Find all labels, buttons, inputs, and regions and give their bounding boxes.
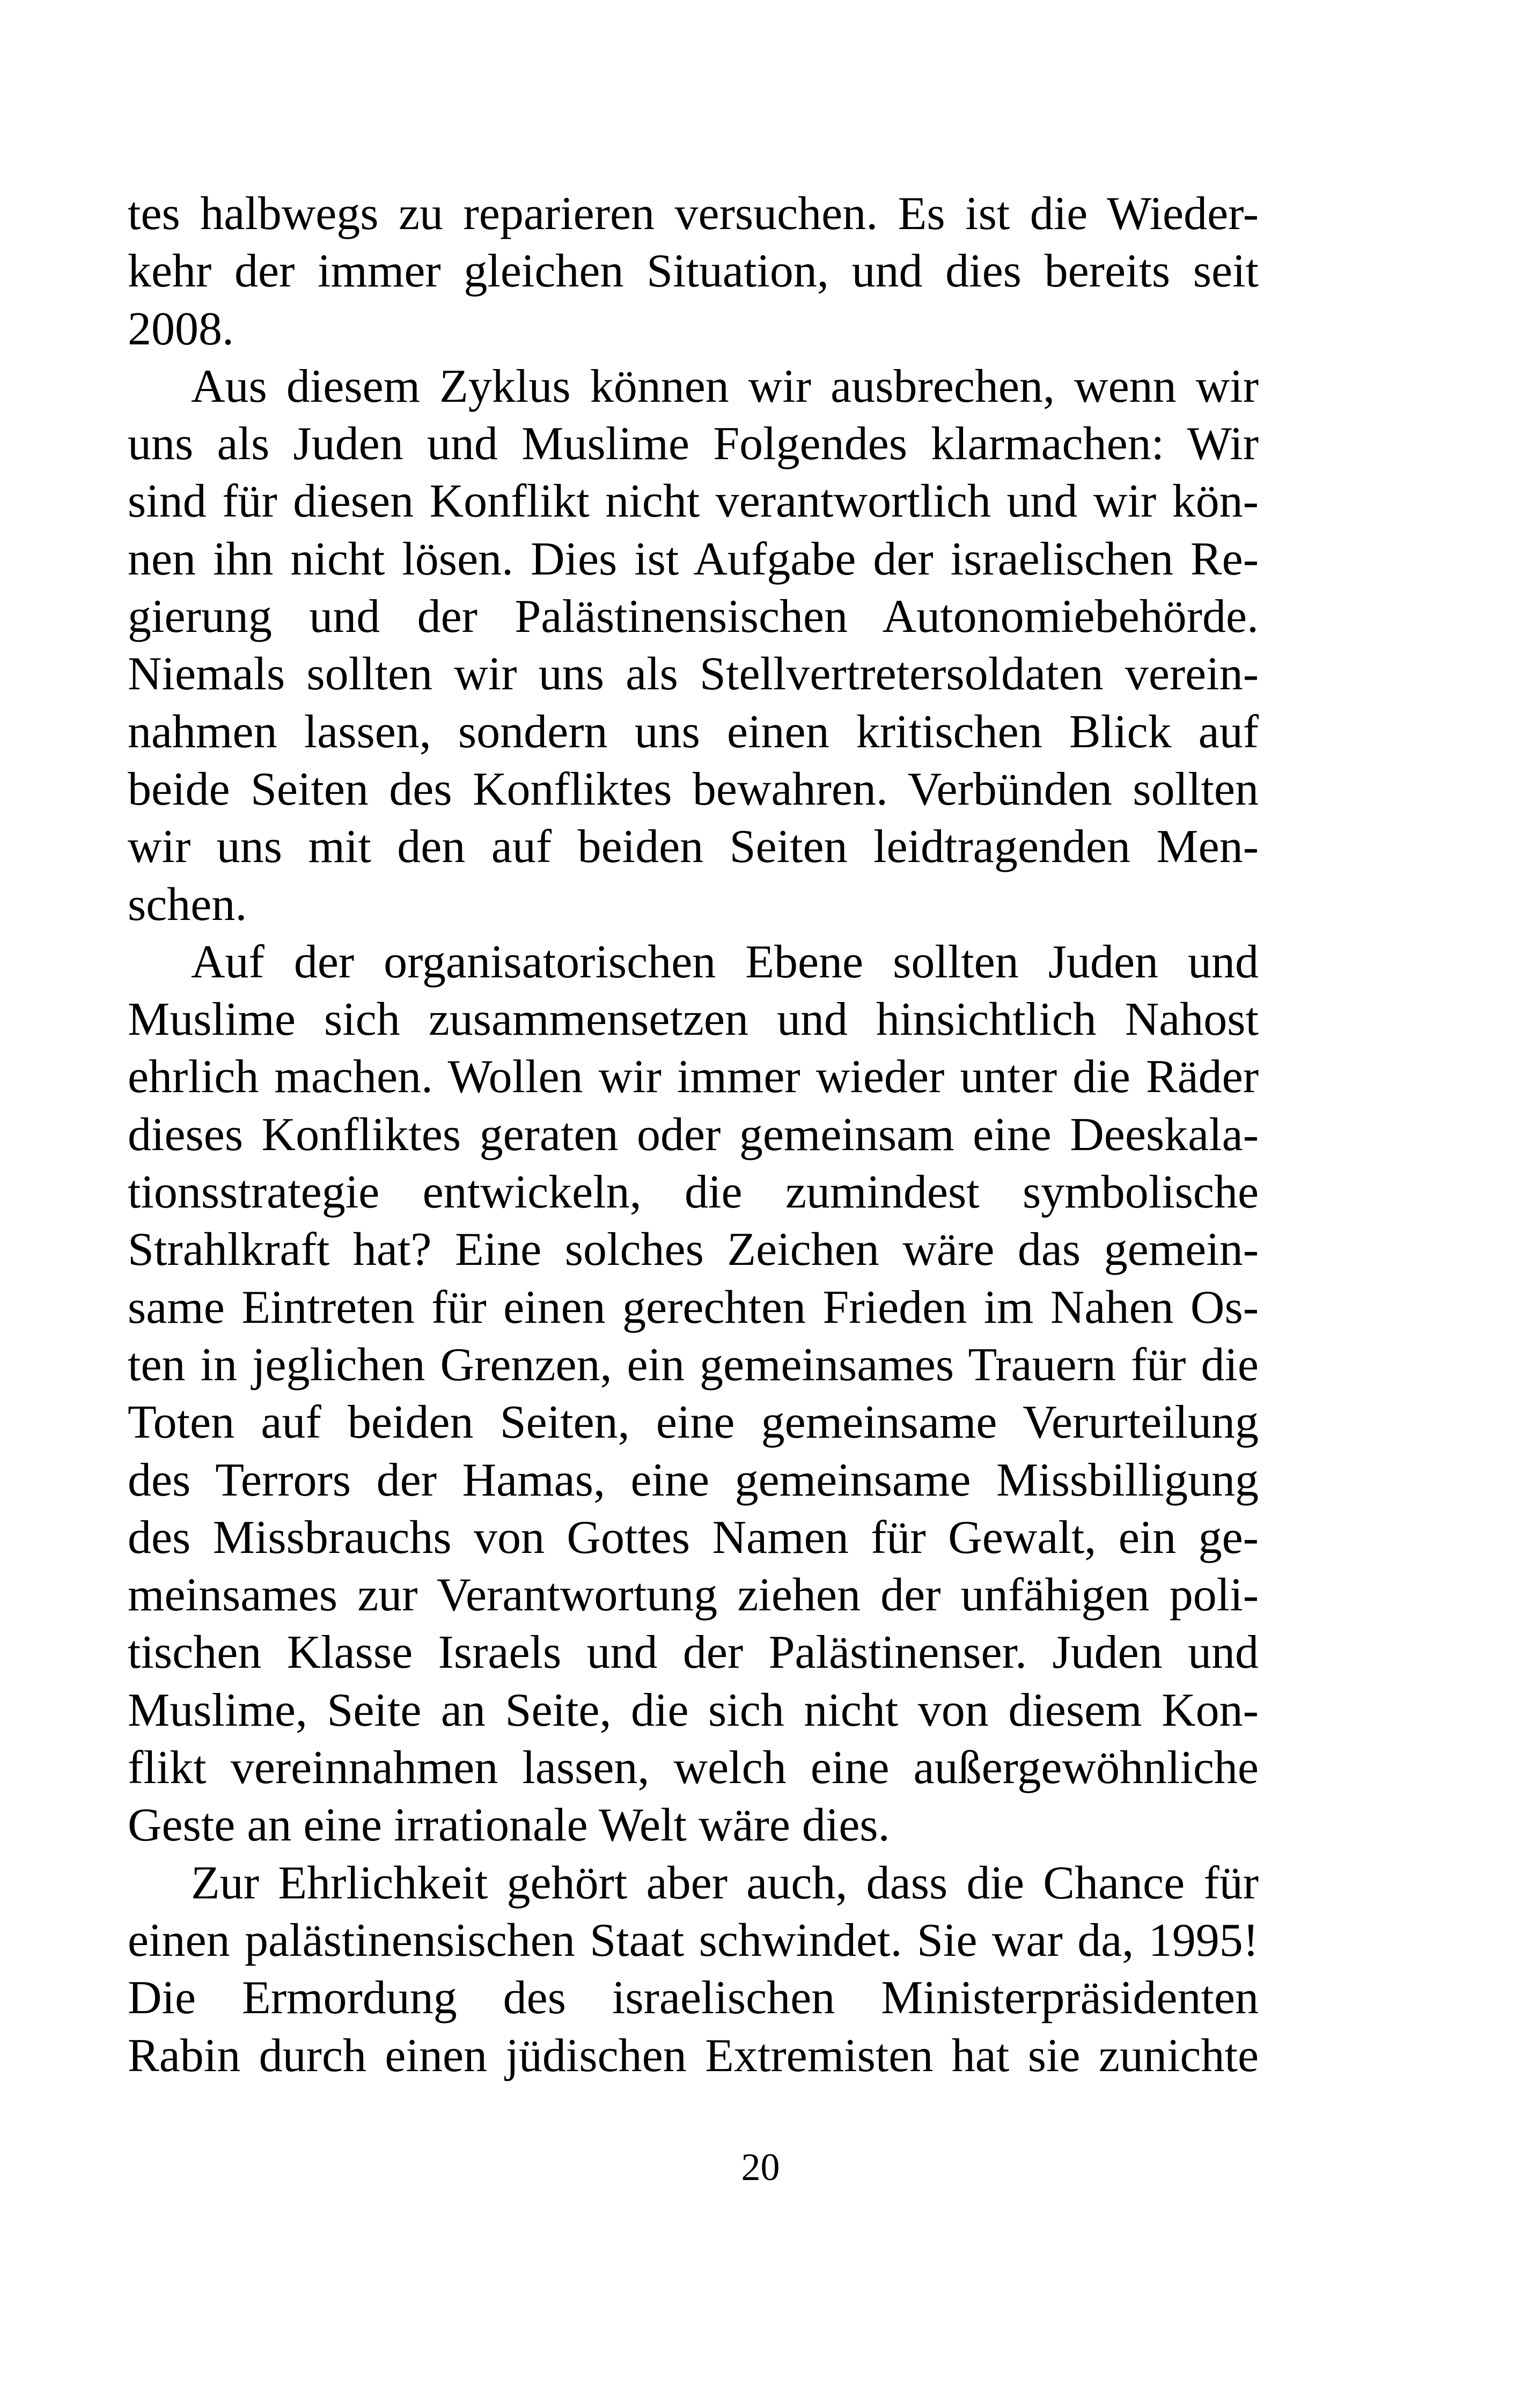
text-line: Muslime sich zusammensetzen und hinsichtlich Nahost: [128, 993, 1259, 1046]
text-line: Aus diesem Zyklus können wir ausbrechen, wenn wir: [191, 360, 1259, 413]
text-line: Rabin durch einen jüdischen Extremisten hat sie zunichte: [128, 2029, 1259, 2082]
text-line: nahmen lassen, sondern uns einen kritischen Blick auf: [128, 705, 1259, 758]
text-line: schen.: [128, 878, 247, 931]
text-line: Auf der organisatorischen Ebene sollten Juden und: [191, 936, 1259, 988]
text-line: des Missbrauchs von Gottes Namen für Gewalt, ein ge-: [128, 1511, 1259, 1564]
text-line: Zur Ehrlichkeit gehört aber auch, dass die Chance für: [191, 1857, 1259, 1909]
paragraph-1: [128, 185, 1259, 358]
text-line: Strahlkraft hat? Eine solches Zeichen wäre das gemein-: [128, 1224, 1259, 1276]
text-line: Toten auf beiden Seiten, eine gemeinsame Verurteilung: [128, 1396, 1259, 1449]
text-line: sind für diesen Konflikt nicht verantwortlich und wir kön-: [128, 475, 1259, 528]
text-line: ten in jeglichen Grenzen, ein gemeinsames Trauern für die: [128, 1338, 1259, 1391]
text-line: flikt vereinnahmen lassen, welch eine außergewöhnliche: [128, 1742, 1259, 1794]
text-line: uns als Juden und Muslime Folgendes klarmachen: Wir: [128, 418, 1259, 470]
text-line: same Eintreten für einen gerechten Frieden im Nahen Os-: [128, 1281, 1259, 1334]
text-line: meinsames zur Verantwortung ziehen der unfähigen poli-: [128, 1569, 1259, 1622]
text-line: Geste an eine irrationale Welt wäre dies.: [128, 1799, 890, 1852]
body-text: [128, 185, 1259, 2085]
text-line: Muslime, Seite an Seite, die sich nicht von diesem Kon-: [128, 1684, 1259, 1736]
text-line: nen ihn nicht lösen. Dies ist Aufgabe der israelischen Re-: [128, 533, 1259, 585]
text-line: kehr der immer gleichen Situation, und dies bereits seit: [128, 245, 1259, 298]
text-line: einen palästinensischen Staat schwindet. Sie war da, 1995!: [128, 1914, 1259, 1967]
text-line: Niemals sollten wir uns als Stellvertretersoldaten verein-: [128, 648, 1259, 701]
text-line: wir uns mit den auf beiden Seiten leidtragenden Men-: [128, 821, 1259, 873]
text-line: tes halbwegs zu reparieren versuchen. Es ist die Wieder-: [128, 188, 1259, 240]
text-line: 2008.: [128, 303, 234, 355]
text-line: Die Ermordung des israelischen Ministerpräsidenten: [128, 1972, 1259, 2024]
text-line: dieses Konfliktes geraten oder gemeinsam eine Deeskala-: [128, 1108, 1259, 1161]
text-line: tionsstrategie entwickeln, die zumindest symbolische: [128, 1166, 1259, 1219]
text-line: tischen Klasse Israels und der Palästinenser. Juden und: [128, 1626, 1259, 1679]
text-line: ehrlich machen. Wollen wir immer wieder unter die Räder: [128, 1051, 1259, 1103]
paragraph-2: [128, 358, 1259, 933]
text-line: beide Seiten des Konfliktes bewahren. Verbünden sollten: [128, 763, 1259, 815]
text-line: des Terrors der Hamas, eine gemeinsame Missbilligung: [128, 1454, 1259, 1506]
text-line: gierung und der Palästinensischen Autonomiebehörde.: [128, 591, 1259, 643]
paragraph-4: [128, 1854, 1259, 2085]
paragraph-3: [128, 933, 1259, 1854]
page-number: 20: [741, 2146, 780, 2189]
